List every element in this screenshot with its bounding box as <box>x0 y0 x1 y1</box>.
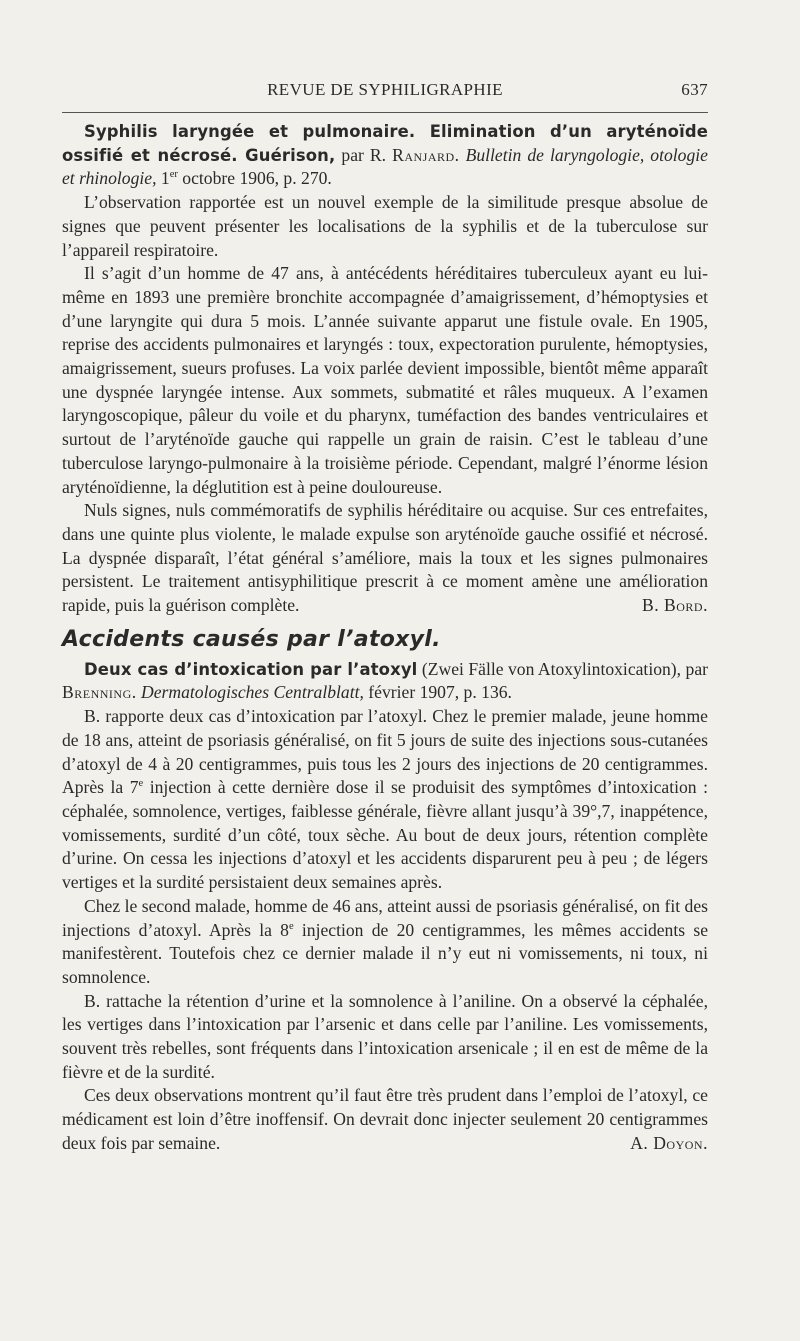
article2-paragraph-4 <box>62 1084 708 1155</box>
article2-signature: A. Doyon. <box>630 1132 708 1153</box>
article1-author: Ranjard. <box>392 144 460 165</box>
article2-p1-a: B. rapporte deux cas d’intoxication par l’atoxyl. Chez le premier malade, jeune homme de 18 ans, atteint de psoriasis généralisé, on fit 5 jours de suite des injections sous-cutanées d’atoxyl de 4 à 20 centigrammes, puis tous les 2 jours des injections de 20 centigrammes. Après la 7 <box>62 706 708 798</box>
article2-p2-sup: e <box>288 920 294 932</box>
article1-by: par R. <box>341 144 387 165</box>
section-heading: Accidents causés par l’atoxyl. <box>62 626 441 652</box>
article2-p2-a: Chez le second malade, homme de 46 ans, atteint aussi de psoriasis généralisé, on fit des injections d’atoxyl. Après la 8 <box>62 895 708 940</box>
article2-title: Deux cas d’intoxication par l’atoxyl <box>84 659 418 679</box>
article1-date-post: octobre 1906, p. 270. <box>182 168 332 189</box>
running-title: REVUE DE SYPHILIGRAPHIE <box>267 80 503 99</box>
article2-paragraph-2 <box>62 895 708 990</box>
article2-journal: Dermatologisches Centralblatt, <box>141 682 364 703</box>
page-body <box>62 120 708 1156</box>
running-header <box>62 76 708 104</box>
article2-heading <box>62 658 708 705</box>
article2-p1-b: injection à cette dernière dose il se produisit des symptômes d’intoxication : céphalée, somnolence, vertiges, faiblesse générale, fièvre allant jusqu’à 39°,7, inappétence, vomissements, surdité d’un côté, toux sèche. Au bout de deux jours, rétention complète d’urine. On cessa les injections d’atoxyl et les accidents disparurent peu à peu ; de légers vertiges et la surdité persistaient deux semaines après. <box>62 777 708 893</box>
article1-heading <box>62 120 708 191</box>
page-number: 637 <box>681 80 708 99</box>
article1-signature: B. Bord. <box>641 595 708 616</box>
article2-paragraph-1 <box>62 705 708 895</box>
article1-paragraph-2: Il s’agit d’un homme de 47 ans, à antécédents héréditaires tuberculeux ayant eu lui-même en 1893 une première bronchite accompagnée d’amaigrissement, d’hémoptysies et d’une laryngite qui dura 5 mois. L’année suivante apparut une fistule ovale. En 1905, reprise des accidents pulmonaires et laryngés : toux, expectoration purulente, hémoptysies, amaigrissement, sueurs profuses. La voix parlée devient impossible, bientôt même apparaît une dyspnée laryngée intense. Aux sommets, submatité et râles muqueux. A l’examen laryngoscopique, pâleur du voile et du pharynx, tuméfaction des bandes ventriculaires et surtout de l’aryténoïde gauche qui rappelle un grain de raisin. C’est le tableau d’une tuberculose laryngo-pulmonaire à la troisième période. Cependant, malgré l’énorme lésion aryténoïdienne, la déglutition est à peine douloureuse. <box>62 263 708 497</box>
article1-journal: Bulletin de laryngologie, otologie et rhinologie, <box>62 144 708 189</box>
article1-paragraph-3-text: Nuls signes, nuls commémoratifs de syphilis héréditaire ou acquise. Sur ces entrefaites, dans une quinte plus violente, le malade expulse son aryténoïde gauche ossifié et nécrosé. La dyspnée disparaît, l’état général s’améliore, mais la toux et les signes pulmonaires persistent. Le traitement antisyphilitique prescrit à ce moment amène une amélioration rapide, puis la guérison complète. <box>62 500 708 616</box>
article2-paragraph-4-text: Ces deux observations montrent qu’il faut être très prudent dans l’emploi de l’atoxyl, ce médicament est loin d’être inoffensif. On devrait donc injecter seulement 20 centigrammes deux fois par semaine. <box>62 1085 708 1153</box>
article2-date: février 1907, p. 136. <box>368 682 512 703</box>
article2-subtitle: (Zwei Fälle von Atoxylintoxication), par <box>421 658 708 679</box>
article2-paragraph-3: B. rattache la rétention d’urine et la somnolence à l’aniline. On a observé la céphalée, les vertiges dans l’intoxication par l’arsenic et dans celle par l’aniline. Les vomissements, souvent très rebelles, sont fréquents dans l’intoxication arsenicale ; il en est de même de la fièvre et de la surdité. <box>62 990 708 1082</box>
article1-paragraph-1: L’observation rapportée est un nouvel exemple de la similitude presque absolue de signes que peuvent présenter les localisations de la syphilis et de la tuberculose sur l’appareil respiratoire. <box>62 192 708 260</box>
article2-p2-b: injection de 20 centigrammes, les mêmes accidents se manifestèrent. Toutefois chez ce dernier malade il n’y eut ni vomissements, ni toux, ni somnolence. <box>62 919 708 987</box>
article2-p1-sup: e <box>138 778 144 790</box>
article1-title: Syphilis laryngée et pulmonaire. Elimination d’un aryténoïde ossifié et nécrosé. Guérison, <box>62 122 708 165</box>
article1-paragraph-3 <box>62 499 708 618</box>
article1-date-sup: er <box>169 169 178 181</box>
article1-date-pre: 1 <box>160 168 170 189</box>
header-rule <box>62 112 708 113</box>
article2-author: Brenning. <box>62 682 137 703</box>
